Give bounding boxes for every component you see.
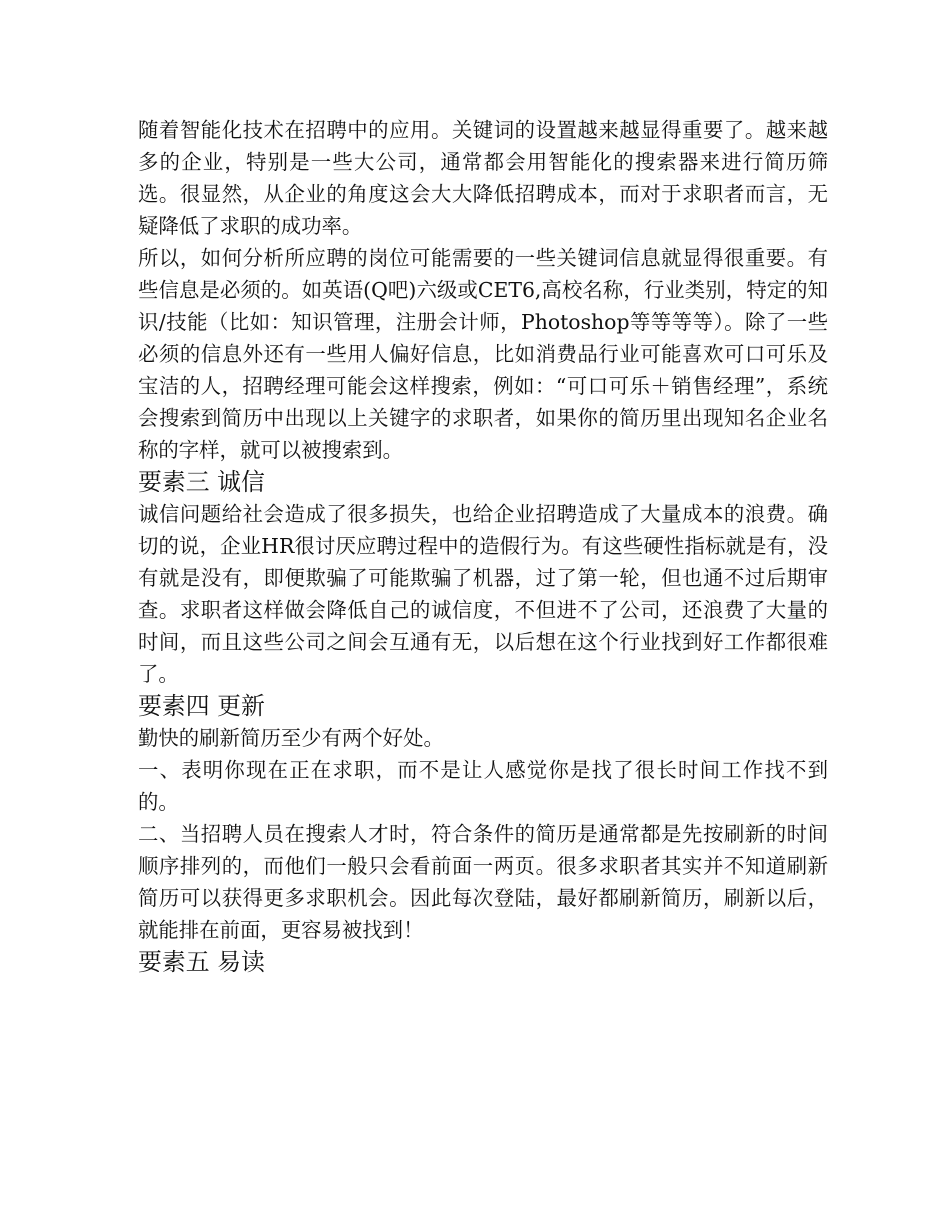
section-heading-integrity: 要素三 诚信 — [138, 468, 265, 496]
paragraph-update-benefit-one: 一、表明你现在正在求职，而不是让人感觉你是找了很长时间工作找不到的。 — [138, 758, 828, 814]
paragraph-update-intro: 勤快的刷新简历至少有两个好处。 — [138, 726, 444, 750]
paragraph-update-benefit-two: 二、当招聘人员在搜索人才时，符合条件的简历是通常都是先按刷新的时间顺序排列的，而他们一般只会看前面一两页。很多求职者其实并不知道刷新简历可以获得更多求职机会。因此每次登陆，最好都刷新简历，刷新以后，就能排在前面，更容易被找到！ — [138, 822, 828, 942]
document-body — [138, 114, 828, 978]
paragraph-intelligent-screening: 随着智能化技术在招聘中的应用。关键词的设置越来越显得重要了。越来越多的企业，特别是一些大公司，通常都会用智能化的搜索器来进行简历筛选。很显然，从企业的角度这会大大降低招聘成本，而对于求职者而言，无疑降低了求职的成功率。 — [138, 118, 828, 238]
section-heading-readability: 要素五 易读 — [138, 948, 265, 976]
section-heading-update: 要素四 更新 — [138, 692, 265, 720]
paragraph-integrity: 诚信问题给社会造成了很多损失，也给企业招聘造成了大量成本的浪费。确切的说，企业HR很讨厌应聘过程中的造假行为。有这些硬性指标就是有，没有就是没有，即便欺骗了可能欺骗了机器，过了第一轮，但也通不过后期审查。求职者这样做会降低自己的诚信度，不但进不了公司，还浪费了大量的时间，而且这些公司之间会互通有无，以后想在这个行业找到好工作都很难了。 — [138, 502, 828, 686]
paragraph-keywords: 所以，如何分析所应聘的岗位可能需要的一些关键词信息就显得很重要。有些信息是必须的。如英语(Q吧)六级或CET6,高校名称，行业类别，特定的知识/技能（比如：知识管理，注册会计师，Photoshop等等等等）。除了一些必须的信息外还有一些用人偏好信息，比如消费品行业可能喜欢可口可乐及宝洁的人，招聘经理可能会这样搜索，例如：“可口可乐＋销售经理”，系统会搜索到简历中出现以上关键字的求职者，如果你的简历里出现知名企业名称的字样，就可以被搜索到。 — [138, 246, 828, 462]
